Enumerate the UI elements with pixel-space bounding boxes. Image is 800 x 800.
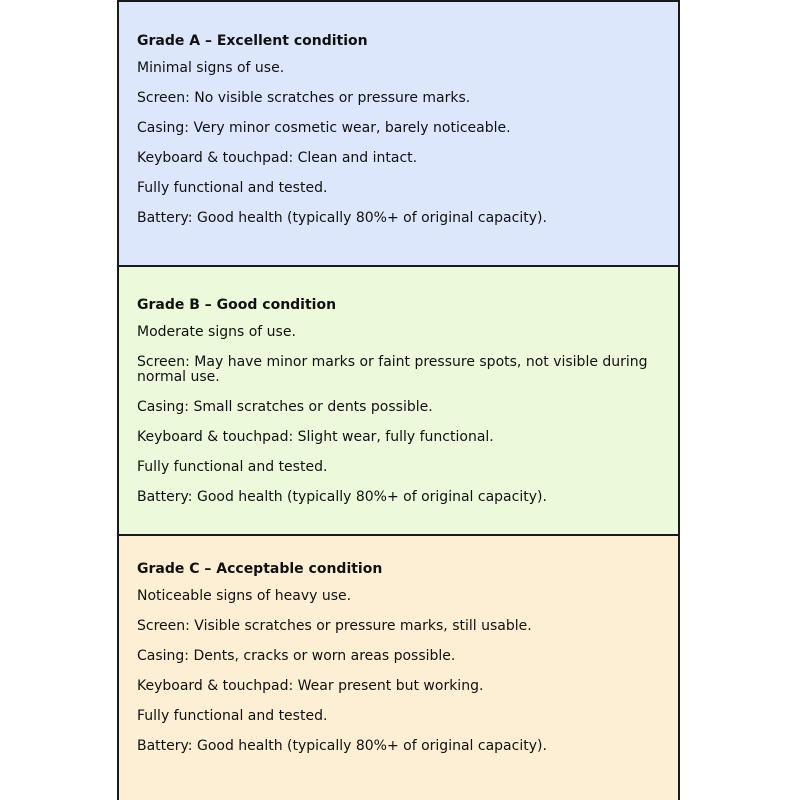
grade-b-line-battery: Battery: Good health (typically 80%+ of original capacity). (137, 489, 547, 505)
grade-c-panel (119, 536, 678, 800)
grade-b-line-wear: Moderate signs of use. (137, 324, 296, 340)
grade-b-line-keyboard: Keyboard & touchpad: Slight wear, fully functional. (137, 429, 494, 445)
grade-c-line-battery: Battery: Good health (typically 80%+ of original capacity). (137, 738, 547, 754)
grade-a-title: Grade A – Excellent condition (137, 33, 368, 49)
grade-b-line-screen: Screen: May have minor marks or faint pressure spots, not visible during normal use. (137, 354, 648, 385)
grade-c-line-keyboard: Keyboard & touchpad: Wear present but working. (137, 678, 484, 694)
grade-a-line-wear: Minimal signs of use. (137, 60, 285, 76)
grade-b-panel (119, 267, 678, 536)
grade-a-line-screen: Screen: No visible scratches or pressure marks. (137, 90, 471, 106)
grade-b-title: Grade B – Good condition (137, 297, 337, 313)
grade-c-line-screen: Screen: Visible scratches or pressure marks, still usable. (137, 618, 532, 634)
grade-c-title: Grade C – Acceptable condition (137, 561, 383, 577)
grade-b-line-casing: Casing: Small scratches or dents possible. (137, 399, 433, 415)
grade-a-panel (119, 0, 678, 267)
grade-description-sheet (117, 0, 680, 800)
grade-c-line-casing: Casing: Dents, cracks or worn areas possible. (137, 648, 456, 664)
grade-c-line-function: Fully functional and tested. (137, 708, 328, 724)
grade-c-line-wear: Noticeable signs of heavy use. (137, 588, 352, 604)
grade-a-line-casing: Casing: Very minor cosmetic wear, barely noticeable. (137, 120, 511, 136)
grade-a-line-keyboard: Keyboard & touchpad: Clean and intact. (137, 150, 418, 166)
grade-b-line-function: Fully functional and tested. (137, 459, 328, 475)
grade-a-line-battery: Battery: Good health (typically 80%+ of original capacity). (137, 210, 547, 226)
grade-a-line-function: Fully functional and tested. (137, 180, 328, 196)
